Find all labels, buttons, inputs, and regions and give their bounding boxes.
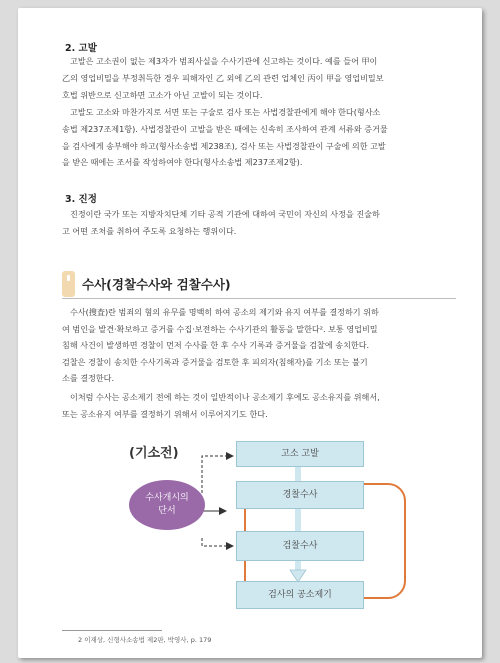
footnote: 2 이재상, 신형사소송법 제2판, 박영사, p. 179 — [78, 636, 212, 644]
text-line: 이처럼 수사는 공소제기 전에 하는 것이 일반적이나 공소제기 후에도 공소유지를 위해서, — [70, 392, 380, 402]
diagram-title: (기소전) — [129, 446, 179, 461]
text-line: 을 검사에게 송부해야 하고(형사소송법 제238조), 검사 또는 사법경찰관이 구술에 의한 고발 — [62, 140, 386, 151]
text-line: 고 어떤 조처를 취하여 주도록 요청하는 행위이다. — [62, 225, 237, 236]
box-complaint: 고소 고발 — [236, 441, 364, 467]
heading-accusation: 2. 고발 — [65, 43, 97, 54]
box-prosecutor-investigation: 검찰수사 — [236, 531, 364, 561]
heading-petition: 3. 진정 — [65, 194, 97, 205]
text-line: 여 범인을 발견·확보하고 증거를 수집·보전하는 수사기관의 활동을 말한다². 보통 영업비밀 — [62, 323, 378, 334]
dashed-arrow-lower — [202, 538, 232, 546]
document-page — [18, 8, 482, 658]
footnote-divider — [62, 630, 162, 631]
text-line: 고발은 고소권이 없는 제3자가 범죄사실을 수사기관에 신고하는 것이다. 예를 들어 甲이 — [70, 56, 378, 66]
ellipse-label-line2: 단서 — [158, 506, 176, 516]
text-line: 소를 결정한다. — [62, 373, 115, 384]
text-line: 을 받은 때에는 조서를 작성하여야 한다(형사소송법 제237조제2항). — [62, 157, 303, 168]
text-line: 乙의 영업비밀을 부정취득한 경우 피해자인 乙 외에 乙의 관련 업체인 丙이 甲을 영업비밀보 — [62, 72, 384, 83]
ellipse-label-line1: 수사개시의 — [145, 493, 189, 503]
box-indictment: 검사의 공소제기 — [236, 581, 364, 609]
section-title: 수사(경찰수사와 검찰수사) — [82, 277, 231, 292]
box-police-investigation: 경찰수사 — [236, 481, 364, 509]
text-line: 고발도 고소와 마찬가지로 서면 또는 구술로 검사 또는 사법경찰관에게 해야 한다(형사소 — [70, 107, 381, 117]
dashed-arrow — [202, 456, 232, 493]
text-line: 검찰은 경찰이 송치한 수사기록과 증거물을 검토한 후 피의자(침해자)를 기소 또는 불기 — [62, 356, 368, 367]
text-line: 송법 제237조제1항). 사법경찰관이 고발을 받은 때에는 신속히 조사하여 관계 서류와 증거물 — [62, 123, 388, 134]
ellipse-investigation-trigger — [129, 480, 205, 530]
text-line: 진정이란 국가 또는 지방자치단체 기타 공적 기관에 대하여 국민이 자신의 사정을 진술하 — [70, 209, 380, 219]
text-line: 또는 공소유지 여부를 결정하기 위해서 이루어지기도 한다. — [62, 408, 268, 419]
text-line: 침해 사건이 발생하면 경찰이 먼저 수사를 한 후 수사 기록과 증거물을 검찰에 송치한다. — [62, 340, 370, 351]
text-line: 수사(搜査)란 범죄의 혐의 유무를 명백히 하여 공소의 제기와 유지 여부를 결정하기 위하 — [70, 307, 379, 317]
text-line: 호법 위반으로 신고하면 고소가 아닌 고발이 되는 것이다. — [62, 89, 263, 100]
